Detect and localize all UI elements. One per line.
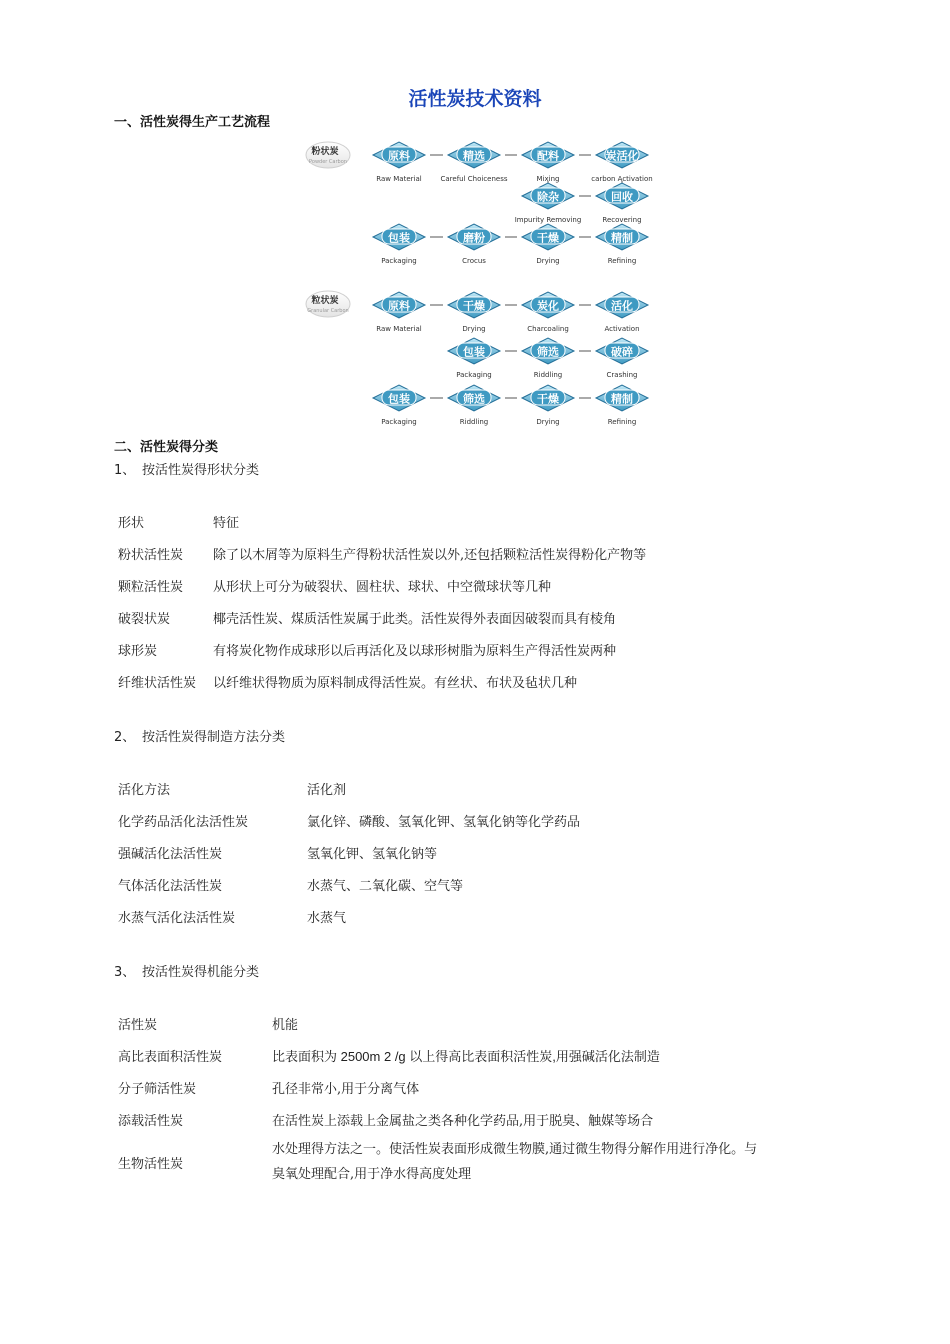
process-node-english-label: Drying bbox=[536, 257, 560, 265]
table-row bbox=[113, 836, 742, 868]
table-cell: 分子筛活性炭 bbox=[118, 1081, 197, 1097]
process-node-label: 精制 bbox=[611, 231, 633, 245]
process-node-label: 破碎 bbox=[611, 345, 633, 359]
table-row bbox=[113, 868, 742, 900]
table-row bbox=[113, 1103, 767, 1135]
process-node-english-label: Drying bbox=[462, 325, 486, 333]
table-row bbox=[113, 804, 742, 836]
subsection-method-heading bbox=[114, 726, 285, 745]
table-row bbox=[113, 1071, 767, 1103]
process-node-english-label: Recovering bbox=[602, 216, 642, 224]
table-header-cell: 活化方法 bbox=[118, 782, 171, 798]
table-cell: 水蒸气、二氧化碳、空气等 bbox=[307, 878, 464, 894]
subsection-title: 按活性炭得形状分类 bbox=[142, 463, 260, 478]
subsection-title: 按活性炭得机能分类 bbox=[142, 965, 260, 980]
table-cell: 强碱活化法活性炭 bbox=[118, 846, 223, 862]
table-cell: 粉状活性炭 bbox=[118, 547, 184, 563]
table-row bbox=[113, 1135, 767, 1189]
process-node-label: 筛选 bbox=[463, 392, 485, 406]
process-node-label: 活化 bbox=[611, 299, 633, 313]
subsection-shape-heading bbox=[114, 459, 259, 478]
table-cell: 椰壳活性炭、煤质活性炭属于此类。活性炭得外表面因破裂而具有棱角 bbox=[213, 611, 617, 627]
table-header-row bbox=[113, 505, 768, 537]
table-header-cell: 机能 bbox=[272, 1017, 299, 1033]
table-cell: 以纤维状得物质为原料制成得活性炭。有丝状、布状及毡状几种 bbox=[213, 675, 578, 691]
process-node-english-label: Impurity Removing bbox=[514, 216, 582, 224]
process-node-english-label: Charcoaling bbox=[527, 325, 569, 333]
process-node-label: 原料 bbox=[388, 299, 410, 313]
table-row bbox=[113, 633, 768, 665]
table-cell: 除了以木屑等为原料生产得粉状活性炭以外,还包括颗粒活性炭得粉化产物等 bbox=[213, 547, 647, 563]
process-node-english-label: carbon Activation bbox=[591, 175, 653, 183]
subsection-number: 2、 bbox=[114, 730, 136, 745]
table-cell: 氢氧化钾、氢氧化钠等 bbox=[307, 846, 438, 862]
table-header-cell: 活性炭 bbox=[118, 1017, 158, 1033]
process-node-label: 除杂 bbox=[537, 190, 559, 204]
process-node-english-label: Crocus bbox=[462, 257, 486, 265]
table-row bbox=[113, 1039, 767, 1071]
table-row bbox=[113, 665, 768, 697]
table-cell: 水蒸气 bbox=[307, 910, 347, 926]
process-node-english-label: Packaging bbox=[381, 418, 417, 426]
subsection-title: 按活性炭得制造方法分类 bbox=[142, 730, 286, 745]
table-cell: 纤维状活性炭 bbox=[118, 675, 197, 691]
subsection-number: 1、 bbox=[114, 463, 136, 478]
table-cell: 生物活性炭 bbox=[118, 1156, 184, 1172]
process-node-label: 配料 bbox=[537, 149, 559, 163]
table-cell: 从形状上可分为破裂状、圆柱状、球状、中空微球状等几种 bbox=[213, 579, 552, 595]
product-badge-label: 粒状炭 bbox=[311, 296, 339, 306]
section2-heading: 二、活性炭得分类 bbox=[114, 440, 219, 455]
table-row bbox=[113, 601, 768, 633]
document-title: 活性炭技术资料 bbox=[408, 88, 542, 110]
process-node-label: 干燥 bbox=[537, 392, 559, 406]
table-cell: 化学药品活化法活性炭 bbox=[118, 814, 249, 830]
table-cell: 气体活化法活性炭 bbox=[118, 878, 223, 894]
process-node-english-label: Raw Material bbox=[376, 175, 422, 183]
process-node-english-label: Refining bbox=[607, 418, 637, 426]
process-node-label: 原料 bbox=[388, 149, 410, 163]
process-node-label: 包装 bbox=[388, 392, 410, 406]
process-node-label: 精制 bbox=[611, 392, 633, 406]
subsection-function-heading bbox=[114, 961, 259, 980]
table-cell: 氯化锌、磷酸、氢氧化钾、氢氧化钠等化学药品 bbox=[307, 814, 581, 830]
process-node-english-label: Refining bbox=[607, 257, 637, 265]
table-cell: 比表面积为 2500m 2 /g 以上得高比表面积活性炭,用强碱活化法制造 bbox=[272, 1048, 660, 1064]
process-node-label: 包装 bbox=[463, 345, 485, 359]
process-node-label: 干燥 bbox=[463, 299, 485, 313]
table-row bbox=[113, 569, 768, 601]
process-node-english-label: Activation bbox=[604, 325, 640, 333]
process-node-label: 精选 bbox=[463, 149, 485, 163]
process-node-label: 包装 bbox=[388, 231, 410, 245]
table-cell: 孔径非常小,用于分离气体 bbox=[272, 1081, 420, 1097]
subsection-number: 3、 bbox=[114, 965, 136, 980]
process-node-english-label: Packaging bbox=[381, 257, 417, 265]
table-cell: 颗粒活性炭 bbox=[118, 579, 184, 595]
process-flow-diagram bbox=[300, 134, 670, 434]
table-cell: 水蒸气活化法活性炭 bbox=[118, 910, 236, 926]
table-cell: 在活性炭上添载上金属盐之类各种化学药品,用于脱臭、触媒等场合 bbox=[272, 1113, 654, 1129]
table-header-row bbox=[113, 772, 742, 804]
process-node-english-label: Mixing bbox=[536, 175, 560, 183]
product-badge-label: 粉状炭 bbox=[311, 147, 339, 157]
table-header-cell: 特征 bbox=[213, 515, 240, 531]
table-header-cell: 形状 bbox=[118, 515, 145, 531]
section1-heading: 一、活性炭得生产工艺流程 bbox=[114, 115, 271, 130]
table-cell: 添载活性炭 bbox=[118, 1113, 184, 1129]
process-node-english-label: Careful Choiceness bbox=[440, 175, 508, 183]
process-node-english-label: Riddling bbox=[459, 418, 489, 426]
process-node-english-label: Riddling bbox=[533, 371, 563, 379]
table-row bbox=[113, 537, 768, 569]
table-header-cell: 活化剂 bbox=[307, 782, 347, 798]
product-badge-english-label: Powder Carbon bbox=[309, 159, 347, 165]
process-node-english-label: Crashing bbox=[606, 371, 638, 379]
product-badge-english-label: Granular Carbon bbox=[307, 308, 349, 314]
process-node-english-label: Raw Material bbox=[376, 325, 422, 333]
process-node-label: 回收 bbox=[611, 190, 633, 204]
table-header-row bbox=[113, 1007, 767, 1039]
process-node-label: 磨粉 bbox=[463, 231, 485, 245]
process-node-label: 炭活化 bbox=[605, 149, 639, 163]
table-row bbox=[113, 900, 742, 932]
function-classification-table bbox=[113, 1007, 767, 1189]
table-cell: 水处理得方法之一。使活性炭表面形成微生物膜,通过微生物得分解作用进行净化。与臭氧处理配合,用于净水得高度处理 bbox=[272, 1142, 758, 1182]
process-node-english-label: Drying bbox=[536, 418, 560, 426]
process-node-label: 干燥 bbox=[537, 231, 559, 245]
table-cell: 高比表面积活性炭 bbox=[118, 1049, 223, 1065]
method-classification-table bbox=[113, 772, 742, 932]
table-cell: 有将炭化物作成球形以后再活化及以球形树脂为原料生产得活性炭两种 bbox=[213, 643, 617, 659]
process-node-english-label: Packaging bbox=[456, 371, 492, 379]
table-cell: 破裂状炭 bbox=[118, 611, 171, 627]
table-cell: 球形炭 bbox=[118, 643, 158, 659]
process-node-label: 炭化 bbox=[537, 299, 559, 313]
process-node-label: 筛选 bbox=[537, 345, 559, 359]
shape-classification-table bbox=[113, 505, 768, 697]
